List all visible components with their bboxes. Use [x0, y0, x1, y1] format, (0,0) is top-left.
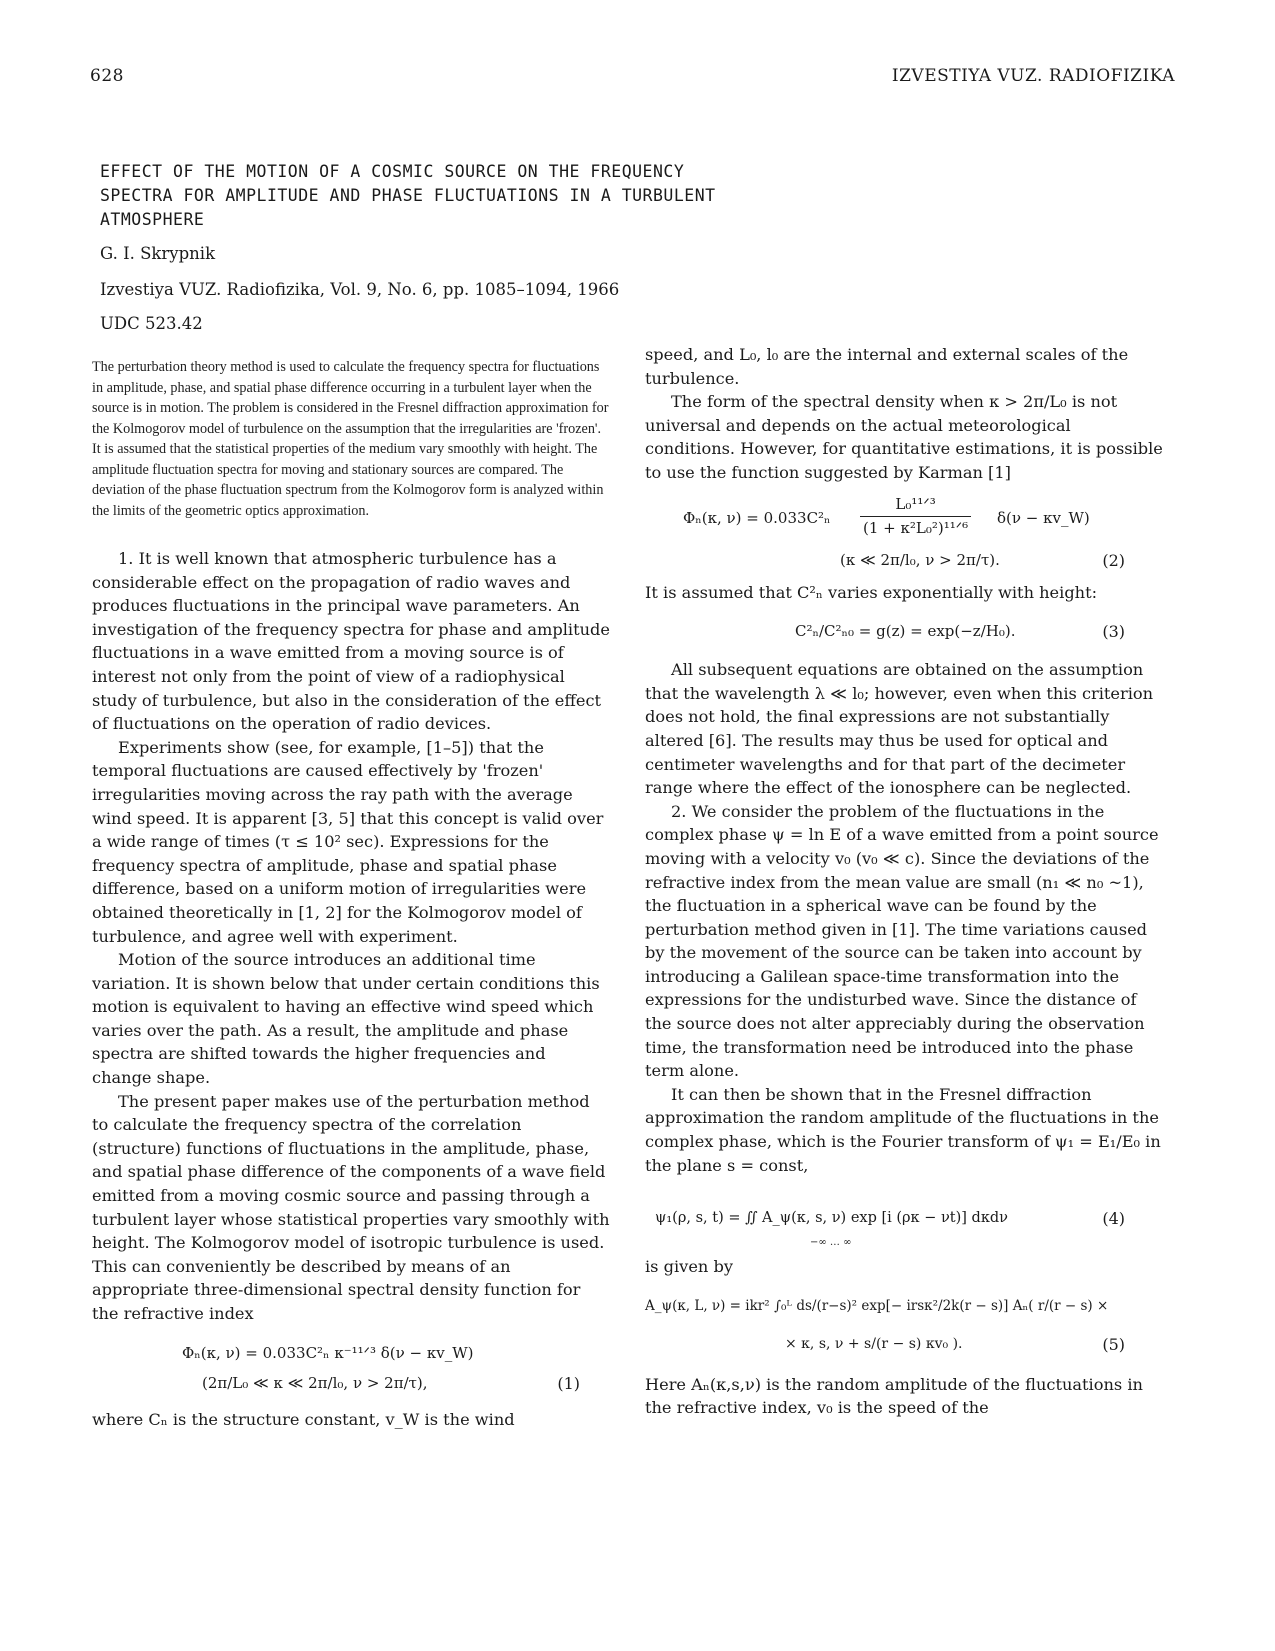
- equation-2-numerator: L₀¹¹ᐟ³: [860, 493, 971, 518]
- title-line: ATMOSPHERE: [100, 210, 205, 229]
- paragraph: Here Aₙ(κ,s,ν) is the random amplitude of the fluctuations in the refractive index, v₀ is the speed of the: [645, 1374, 1143, 1418]
- equation-5-line-1: A_ψ(κ, L, ν) = ikr² ∫₀ᴸ ds/(r−s)² exp[− irsκ²/2k(r − s)] Aₙ( r/(r − s) ×: [645, 1297, 1109, 1314]
- equation-2-conditions: [645, 545, 1165, 575]
- equation-5-line-2: × κ, s, ν + s/(r − s) κv₀ ).: [785, 1335, 963, 1352]
- equation-1: [92, 1338, 610, 1368]
- running-header: [90, 66, 1175, 90]
- equation-2-range: (κ ≪ 2π/l₀, ν > 2π/τ).: [840, 550, 1000, 569]
- paragraph: Motion of the source introduces an additional time variation. It is shown below that under certain conditions this motion is equivalent to having an effective wind speed which varies over the path. As a result, the amplitude and phase spectra are shifted towards the higher frequencies and change shape.: [92, 950, 600, 1088]
- abstract: The perturbation theory method is used to calculate the frequency spectra for fluctuations in amplitude, phase, and spatial phase difference occurring in a turbulent layer when the source is in motion. The problem is considered in the Fresnel diffraction approximation for the Kolmogorov model of turbulence on the assumption that the irregularities are 'frozen'. It is assumed that the statistical properties of the medium vary smoothly with height. The amplitude fluctuation spectra for moving and stationary sources are compared. The deviation of the phase fluctuation spectrum from the Kolmogorov form is analyzed within the limits of the geometric optics approximation.: [92, 359, 609, 519]
- citation: Izvestiya VUZ. Radiofizika, Vol. 9, No. 6, pp. 1085–1094, 1966: [100, 280, 620, 299]
- equation-number: (1): [557, 1373, 580, 1393]
- equation-number: (2): [1102, 550, 1125, 570]
- paragraph: speed, and L₀, l₀ are the internal and external scales of the turbulence.: [645, 345, 1129, 388]
- paragraph: 2. We consider the problem of the fluctuations in the complex phase ψ = ln E of a wave emitted from a point source moving with a velocity v₀ (v₀ ≪ c). Since the deviations of the refractive index from the mean value are small (n₁ ≪ n₀ ~1), the fluctuation in a spherical wave can be found by the perturbation method given in [1]. The time variations caused by the movement of the source can be taken into account by introducing a Galilean space-time transformation into the expressions for the undisturbed wave. Since the distance of the source does not alter appreciably during the observation time, the transformation need be introduced into the phase term alone.: [645, 801, 1159, 1081]
- equation-number: (4): [1102, 1209, 1125, 1229]
- equation-number: (3): [1102, 622, 1125, 642]
- paragraph: The present paper makes use of the perturbation method to calculate the frequency spectra of the correlation (structure) functions of fluctuations in the amplitude, phase, and spatial phase difference of the components of a wave field emitted from a moving cosmic source and passing through a turbulent layer whose statistical properties vary smoothly with height. The Kolmogorov model of isotropic turbulence is used. This can conveniently be described by means of an appropriate three-dimensional spectral density function for the refractive index: [92, 1091, 610, 1323]
- paragraph: It can then be shown that in the Fresnel diffraction approximation the random amplitude of the fluctuations in the complex phase, which is the Fourier transform of ψ₁ = E₁/E₀ in the plane s = const,: [645, 1084, 1161, 1175]
- equation-3: [645, 616, 1165, 652]
- article-title: [100, 160, 860, 232]
- equation-2: [645, 493, 1165, 545]
- equation-5: [645, 1285, 1165, 1329]
- page-number: 628: [90, 66, 124, 86]
- equation-4: [645, 1189, 1165, 1249]
- equation-2-fraction: [860, 493, 971, 541]
- paragraph: 1. It is well known that atmospheric turbulence has a considerable effect on the propagation of radio waves and produces fluctuations in the principal wave parameters. An investigation of the frequency spectra for phase and amplitude fluctuations in a wave emitted from a moving source is of interest not only from the point of view of a radiophysical study of turbulence, but also in the consideration of the effect of fluctuations on the operation of radio devices.: [92, 549, 610, 734]
- equation-number: (5): [1102, 1334, 1125, 1354]
- paragraph: Experiments show (see, for example, [1–5]) that the temporal fluctuations are caused effectively by 'frozen' irregularities moving across the ray path with the average wind speed. It is apparent [3, 5] that this concept is valid over a wide range of times (τ ≤ 10² sec). Expressions for the frequency spectra of amplitude, phase and spatial phase difference, based on a uniform motion of irregularities were obtained theoretically in [1, 2] for the Kolmogorov model of turbulence, and agree well with experiment.: [92, 737, 604, 946]
- equation-4-expression: ψ₁(ρ, s, t) = ∬ A_ψ(κ, s, ν) exp [i (ρκ − νt)] dκdν: [655, 1210, 1008, 1227]
- equation-1-expression: Φₙ(κ, ν) = 0.033C²ₙ κ⁻¹¹ᐟ³ δ(ν − κv_W): [182, 1343, 474, 1362]
- equation-2-delta: δ(ν − κv_W): [997, 508, 1090, 527]
- paragraph: is given by: [645, 1257, 733, 1277]
- equation-3-expression: C²ₙ/C²ₙ₀ = g(z) = exp(−z/H₀).: [795, 622, 1016, 641]
- title-line: EFFECT OF THE MOTION OF A COSMIC SOURCE ON THE FREQUENCY: [100, 162, 685, 181]
- equation-2-lhs: Φₙ(κ, ν) = 0.033C²ₙ: [683, 508, 831, 527]
- title-line: SPECTRA FOR AMPLITUDE AND PHASE FLUCTUATIONS IN A TURBULENT: [100, 186, 716, 205]
- journal-name: IZVESTIYA VUZ. RADIOFIZIKA: [891, 66, 1175, 86]
- left-column: [92, 357, 610, 1431]
- udc-code: UDC 523.42: [100, 314, 203, 333]
- equation-1-conditions: [92, 1368, 610, 1398]
- equation-2-denominator: (1 + κ²L₀²)¹¹ᐟ⁶: [863, 519, 969, 538]
- paragraph: All subsequent equations are obtained on the assumption that the wavelength λ ≪ l₀; however, even when this criterion does not hold, the final expressions are not substantially altered [6]. The results may thus be used for optical and centimeter wavelengths and for that part of the decimeter range where the effect of the ionosphere can be neglected.: [645, 660, 1154, 798]
- left-body: [92, 547, 610, 1431]
- paragraph: where Cₙ is the structure constant, v_W is the wind: [92, 1409, 515, 1429]
- paragraph: The form of the spectral density when κ > 2π/L₀ is not universal and depends on the actual meteorological conditions. However, for quantitative estimations, it is possible to use the function suggested by Karman [1]: [645, 392, 1163, 482]
- right-column: [645, 345, 1165, 1420]
- equation-4-limits: −∞ … ∞: [810, 1237, 852, 1249]
- equation-5-continuation: [645, 1329, 1165, 1367]
- author: G. I. Skrypnik: [100, 244, 216, 263]
- equation-1-range: (2π/L₀ ≪ κ ≪ 2π/l₀, ν > 2π/τ),: [202, 1373, 428, 1392]
- paragraph: It is assumed that C²ₙ varies exponentially with height:: [645, 582, 1098, 602]
